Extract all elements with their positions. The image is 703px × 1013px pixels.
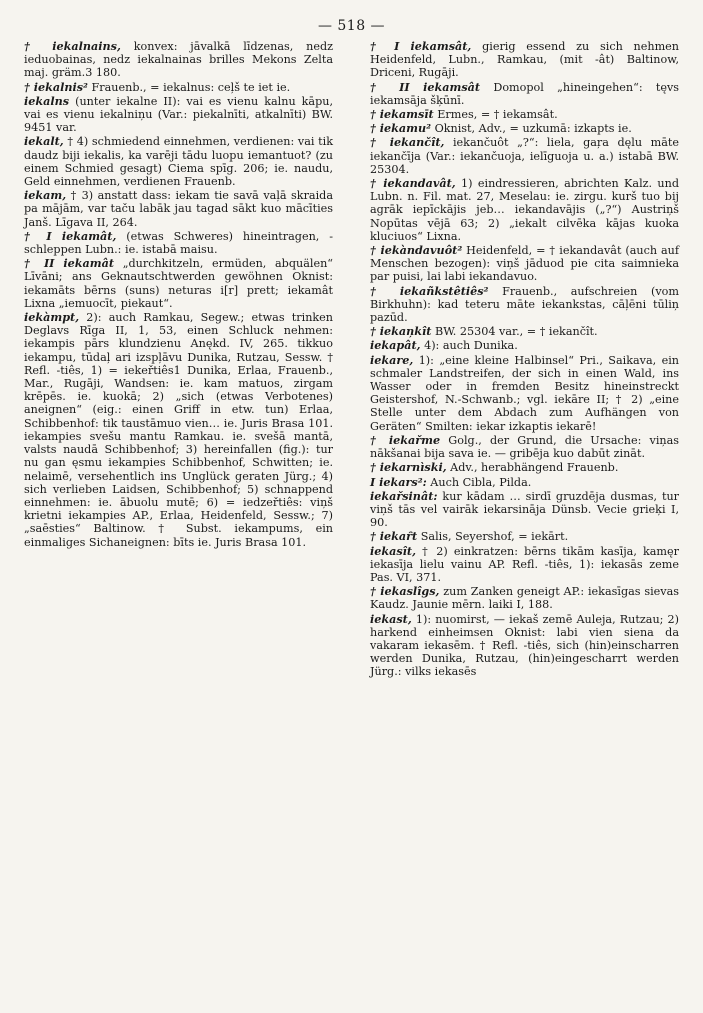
entry-headword: † iekalnains, — [24, 39, 121, 53]
entry-definition: „durchkitzeln, ermüden, abquälen“ Līvāni; ans Geknautschtwerden gewöhnen Oknist: iekamāts bērns (suns) neturas i[r] prett; iekamât Lixna „iemuocīt, piekaut“. — [24, 257, 334, 310]
entry-headword: iekasît, — [370, 543, 416, 558]
entry-definition: 1) eindressieren, abrichten Kalz. und Lubn. n. Fil. mat. 27, Meselau: ie. zirgu. kurš tuo bij agrāk iepīckājis jeb… iekandavājis („?“) Austriņš Nopūtas vējā 63; 2) „iekalt cilvēka kājas kuoka kluciuos“ Lixna. — [370, 177, 680, 243]
entry-definition: konvex: jāvalkā līdzenas, nedz ieduobainas, nedz iekalnainas brilles Mekons Zelta maj. gräm.3 180. — [24, 40, 334, 80]
entry-headword: iekalns — [24, 93, 70, 108]
dictionary-entry — [24, 230, 333, 256]
entry-headword: † iekařme — [370, 432, 441, 447]
dictionary-entry — [370, 136, 679, 176]
columns — [24, 40, 679, 680]
entry-definition: kur kādam … sirdī gruzdēja dusmas, tur viņš tās vel vairāk iekarsināja Dünsb. Vecie grieķi I, 90. — [370, 489, 680, 530]
dictionary-entry — [370, 434, 679, 460]
dictionary-entry — [370, 40, 679, 80]
dictionary-entry — [370, 530, 679, 543]
page-number: — 518 — — [317, 18, 386, 34]
entry-headword: † iekaȓt — [370, 529, 418, 544]
dictionary-entry — [370, 545, 679, 585]
dictionary-entry — [370, 354, 679, 433]
dictionary-entry — [370, 476, 679, 489]
entry-definition: 1): nuomirst, — iekaš zemē Auleja, Rutzau; 2) harkend einheimsen Oknist: labi vien siena da vakaram iekasēm. † Refl. -tiês, sich (hin)einscharren werden Dunika, Rutzau, (hin)eingescharrt werden Jürg.: vilks iekasēs — [370, 612, 680, 679]
entry-definition: (unter iekalne II): vai es vienu kalnu kāpu, vai es vienu iekalniņu (Var.: piekalnīti, atkalnīti) BW. 9451 var. — [24, 94, 334, 135]
dictionary-entry — [24, 95, 333, 135]
entry-headword: † II iekamsât — [370, 79, 481, 94]
entry-headword: † iekamsīt — [370, 107, 434, 122]
entry-headword: † iekañkstêtiês² — [370, 283, 489, 298]
entry-definition: Ermes, = † iekamsât. — [437, 108, 558, 122]
entry-definition: (etwas Schweres) hineintragen, -schleppen Lubn.: ie. istabā maisu. — [24, 229, 334, 257]
entry-headword: † iekandavât, — [370, 176, 456, 191]
entry-definition: Salis, Seyershof, = iekārt. — [420, 530, 569, 544]
entry-headword: † iekančît, — [370, 135, 445, 150]
entry-definition: † 4) schmiedend einnehmen, verdienen: vai tik daudz biji iekalis, ka varēji tādu luopu iemantuot? (zu einem Schmied gesagt) Ciema spīg. 206; ie. naudu, Geld einnehmen, verdienen Frauenb. — [24, 135, 334, 189]
entry-definition: † 3) anstatt dass: iekam tie savā vaļā skraida pa mājām, var taču labāk jau tagad sākt kuo mācīties Janš. Līgava II, 264. — [24, 189, 334, 229]
entry-headword: iekapât, — [370, 338, 421, 353]
entry-definition: Frauenb., = iekalnus: ceļš te iet ie. — [91, 80, 291, 94]
dictionary-entry — [370, 177, 679, 243]
dictionary-entry — [370, 339, 679, 352]
entry-headword: † I iekamât, — [24, 228, 117, 243]
entry-headword: iekařsinât: — [370, 488, 438, 503]
entry-definition: Adv., herabhängend Frauenb. — [450, 461, 619, 475]
dictionary-entry — [370, 285, 679, 325]
dictionary-entry — [24, 40, 333, 80]
dictionary-entry — [370, 461, 679, 474]
entry-definition: gierig essend zu sich nehmen Heidenfeld, Lubn., Ramkau, (mit -ât) Baltinow, Driceni, Rugāji. — [370, 40, 680, 80]
entry-headword: † II iekamât — [24, 256, 115, 271]
entry-definition: 1): „eine kleine Halbinsel“ Pri., Saikava, ein schmaler Landstreifen, der sich in einen Wald, ins Wasser oder in fremden Besitz hineinstreckt Geistershof, N.-Schwanb.; vgl. iekāre II; † 2) „eine Stelle unter dem Abdach zum Aufhängen von Geräten“ Smilten: iekar izkaptis iekarē! — [370, 353, 680, 433]
dictionary-entry — [370, 613, 679, 679]
entry-headword: † iekaslîgs, — [370, 584, 440, 599]
entry-headword: iekàmpt, — [24, 310, 80, 325]
entry-headword: iekast, — [370, 611, 412, 626]
entry-definition: 2): auch Ramkau, Segew.; etwas trinken Deglavs Rīga II, 1, 53, einen Schluck nehmen: iekampis pārs klundzienu Anękd. IV, 265. tikkuo iekampu, tūdaļ ari izspļāvu Dunika, Rutzau, Sessw. † Refl. -tiês, 1) = iekeřtiês1 Dunika, Erlaa, Frauenb., Mar., Rugāji, Wandsen: ie. kam matuos, zirgam krēpēs. ie. kuokā; 2) „sich (etwas Verbotenes) aneignen“ (eig.: einen Griff in etw. tun) Erlaa, Schibbenhof: tik taustāmuo vien… ie. Juris Brasa 101. iekampies svešu mantu Ramkau. ie. svešā mantā, valsts naudā Schibbenhof; 3) hereinfallen (fig.): tur nu gan ęsmu iekampies Schibbenhof, Schwitten; ie. nelaimē, versehentlich ins Unglück geraten Jürg.; 4) sich verlieben Laidsen, Schibbenhof; 5) schnappend einnehmen: ie. ābuolu mutē; 6) = iedzeřtiês: viņš krietni iekampies AP., Erlaa, Heidenfeld, Sessw.; 7) „saēsties“ Baltinow. † Subst. iekampums, ein einmaliges Sichaneignen: bīts ie. Juris Brasa 101. — [24, 311, 334, 549]
dictionary-entry — [24, 189, 333, 229]
entry-headword: † iekaņkît — [370, 324, 432, 339]
entry-headword: iekare, — [370, 352, 414, 367]
entry-headword: † iekalnis² — [24, 79, 88, 94]
dictionary-entry — [24, 311, 333, 549]
entry-headword: † iekarnìski, — [370, 460, 447, 475]
left-column — [24, 40, 333, 680]
entry-definition: Frauenb., aufschreien (vom Birkhuhn): kad teteru māte iekankstas, cāļēni tūliņ pazūd. — [370, 284, 680, 325]
entry-headword: † I iekamsât, — [370, 39, 472, 53]
entry-definition: Oknist, Adv., = uzkumā: izkapts ie. — [434, 122, 632, 136]
entry-headword: I iekars²: — [370, 474, 427, 489]
dictionary-entry — [370, 325, 679, 338]
entry-definition: Heidenfeld, = † iekandavât (auch auf Menschen bezogen): viņš jāduod pie cita saimnieka par puisi, lai labi iekandavuo. — [370, 244, 680, 284]
entry-definition: BW. 25304 var., = † iekančît. — [434, 325, 598, 339]
entry-definition: Domopol „hineingehen“: tęvs iekamsāja šķūnī. — [370, 80, 680, 107]
dictionary-entry — [370, 81, 679, 107]
entry-definition: † 2) einkratzen: bērns tikām kasīja, kamęr iekasīja lielu vainu AP. Refl. -tiês, 1): iekasās zeme Pas. VI, 371. — [370, 544, 680, 584]
entry-definition: iekančuôt „?“: liela, gaŗa dęlu māte iekančīja (Var.: iekančuoja, ielīguoja u. a.) istabā BW. 25304. — [370, 136, 680, 176]
dictionary-entry — [370, 585, 679, 611]
entry-headword: † iekamu² — [370, 121, 431, 136]
entry-definition: Auch Cibla, Pilda. — [430, 475, 532, 489]
dictionary-entry — [370, 122, 679, 135]
entry-definition: zum Zanken geneigt AP.: iekasīgas sievas Kaudz. Jaunie mērn. laiki I, 188. — [370, 585, 680, 612]
dictionary-entry — [370, 108, 679, 121]
entry-headword: † iekàndavuôt² — [370, 243, 463, 258]
dictionary-entry — [370, 490, 679, 530]
entry-definition: 4): auch Dunika. — [424, 339, 518, 353]
dictionary-entry — [24, 257, 333, 310]
entry-headword: iekalt, — [24, 134, 64, 149]
dictionary-entry — [24, 135, 333, 188]
dictionary-entry — [24, 81, 333, 94]
right-column — [370, 40, 679, 680]
dictionary-entry — [370, 244, 679, 284]
entry-definition: Golg., der Grund, die Ursache: viņas nākšanai bija sava ie. — gribēja kuo dabūt zināt. — [370, 433, 680, 461]
entry-headword: iekam, — [24, 188, 67, 203]
